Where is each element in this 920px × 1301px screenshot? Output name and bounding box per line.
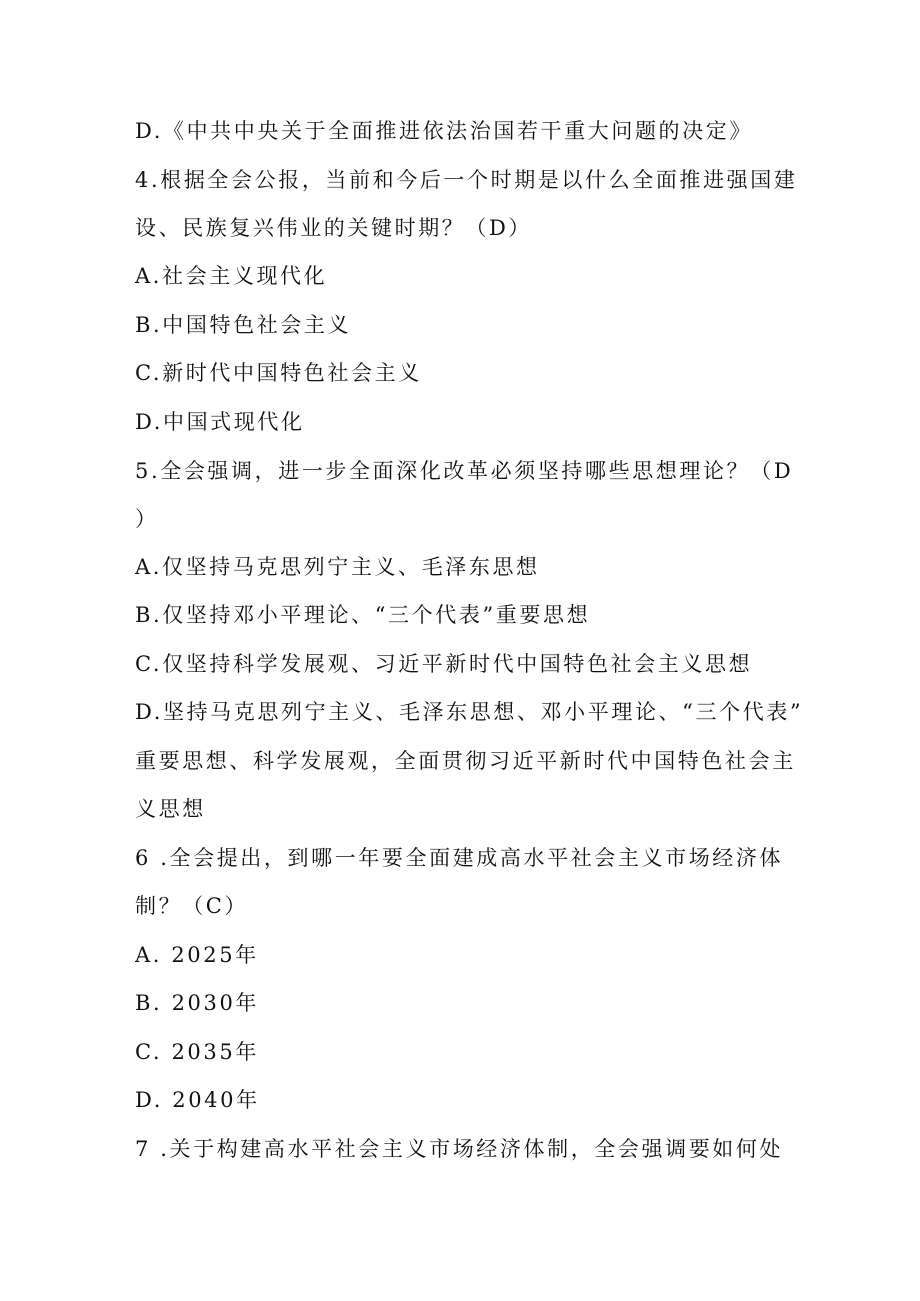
- question-7-line-1: 7 .关于构建高水平社会主义市场经济体制，全会强调要如何处: [135, 1137, 784, 1161]
- question-4-line-2: 设、民族复兴伟业的关键时期？（D）: [135, 216, 533, 240]
- option-q3-d: D.《中共中央关于全面推进依法治国若干重大问题的决定》: [135, 119, 753, 143]
- question-5-line-2: ）: [135, 507, 159, 531]
- option-q4-c: C.新时代中国特色社会主义: [135, 361, 422, 385]
- option-q5-d-line-1: D.坚持马克思列宁主义、毛泽东思想、邓小平理论、“三个代表”: [135, 700, 804, 724]
- option-q5-a: A.仅坚持马克思列宁主义、毛泽东思想: [135, 555, 540, 579]
- option-q5-d-line-2: 重要思想、科学发展观，全面贯彻习近平新时代中国特色社会主: [135, 749, 796, 773]
- option-q5-d-line-3: 义思想: [135, 797, 206, 821]
- question-5-line-1: 5.全会强调，进一步全面深化改革必须坚持哪些思想理论？（D: [135, 459, 794, 483]
- option-q4-a: A.社会主义现代化: [135, 264, 328, 288]
- option-q6-a: A. 2025年: [135, 943, 259, 967]
- option-q6-b: B. 2030年: [135, 991, 260, 1015]
- option-q4-b: B.中国特色社会主义: [135, 313, 352, 337]
- option-q4-d: D.中国式现代化: [135, 410, 305, 434]
- question-4-line-1: 4.根据全会公报，当前和今后一个时期是以什么全面推进强国建: [135, 168, 798, 192]
- question-6-line-1: 6 .全会提出，到哪一年要全面建成高水平社会主义市场经济体: [135, 846, 784, 870]
- option-q5-b: B.仅坚持邓小平理论、“三个代表”重要思想: [135, 603, 591, 627]
- question-6-line-2: 制？（C）: [135, 894, 249, 918]
- option-q6-c: C. 2035年: [135, 1040, 259, 1064]
- option-q6-d: D. 2040年: [135, 1088, 260, 1112]
- option-q5-c: C.仅坚持科学发展观、习近平新时代中国特色社会主义思想: [135, 652, 753, 676]
